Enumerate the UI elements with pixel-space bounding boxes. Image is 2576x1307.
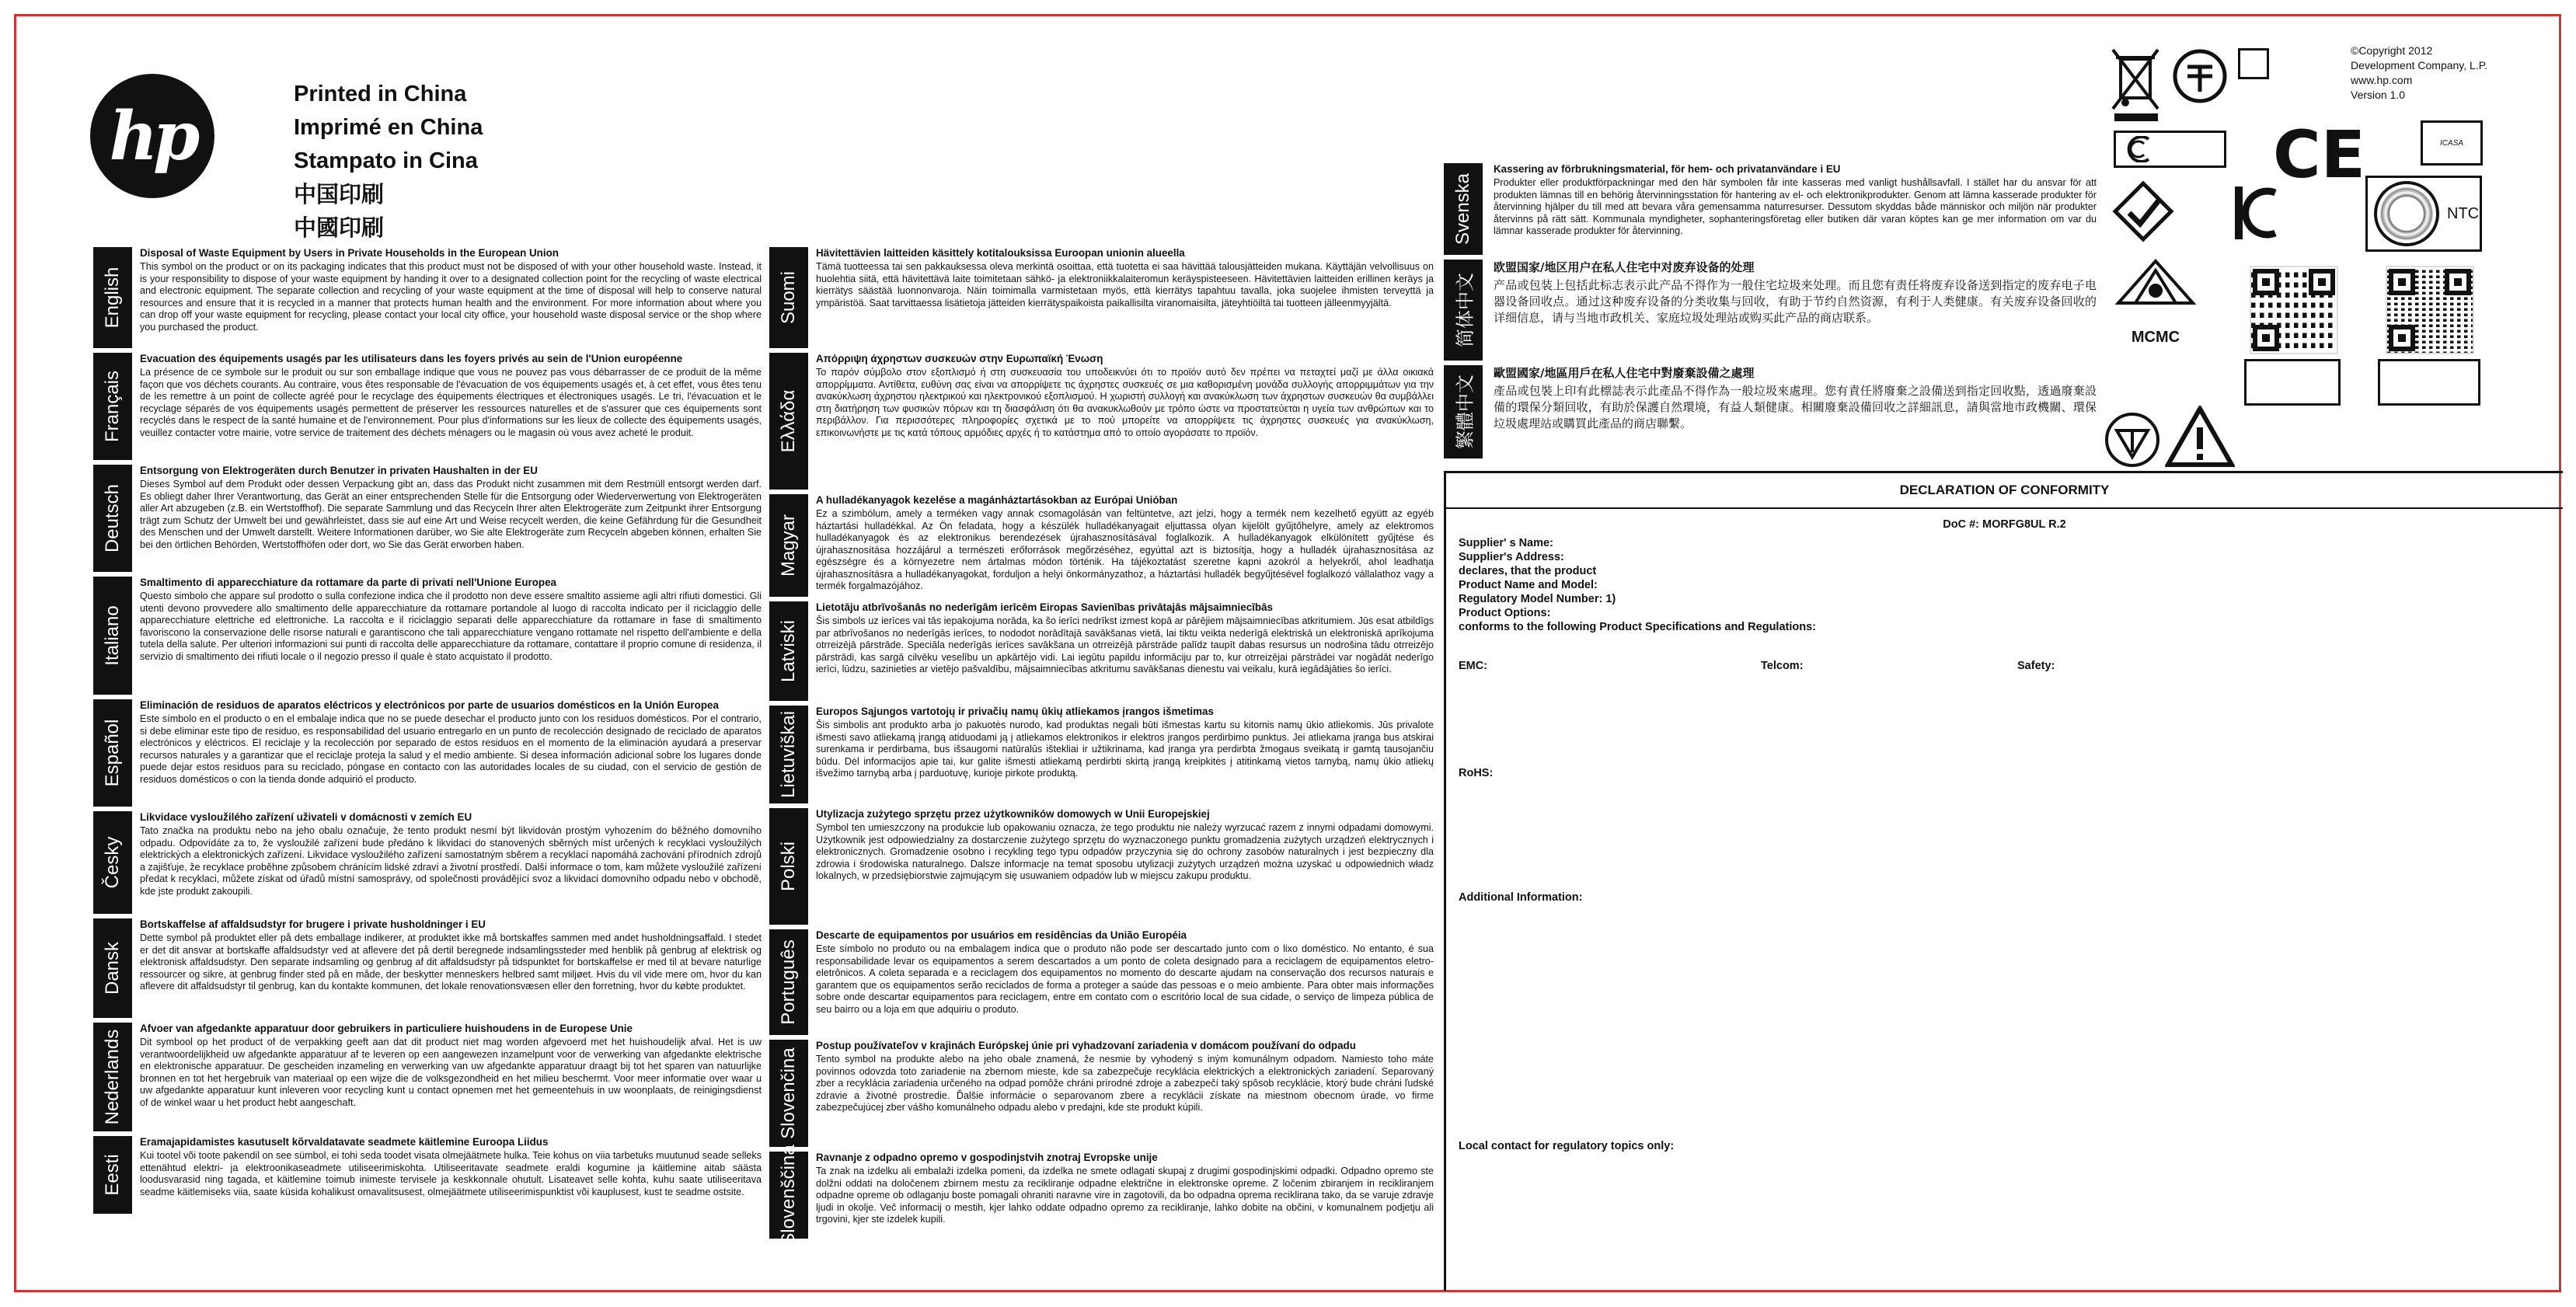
language-tab	[93, 699, 132, 807]
section-body	[816, 601, 1434, 676]
language-label: Português	[778, 939, 799, 1025]
section-body	[816, 706, 1434, 780]
disposal-section-7	[769, 1040, 1434, 1147]
disposal-section-1	[1444, 260, 2097, 361]
language-tab	[769, 706, 808, 803]
language-label: Ελλάδα	[778, 389, 799, 453]
disposal-section-4	[93, 699, 762, 807]
copyright-block	[2351, 44, 2487, 103]
language-tab	[769, 808, 808, 925]
printed-line: 中国印刷	[294, 181, 385, 207]
language-label: 繁體中文	[1454, 375, 1476, 449]
copyright-line: Version 1.0	[2351, 89, 2406, 101]
section-body	[816, 247, 1434, 309]
section-title: Eramajapidamistes kasutuselt kõrvaldatavate seadmete käitlemine Euroopa Liidus	[140, 1136, 549, 1148]
section-text: This symbol on the product or on its packaging indicates that this product must not be disposed of with your other household waste. Instead, it is your responsibility to dispose of your waste equipment by handing it over to a designated collection point for the recycling of waste electrical and electronic equipment. The separate collection and recycling of your waste equipment at the time of disposal will help to conserve natural resources and ensure that it is recycled in a manner that protects human health and the environment. For more information about where you can drop off your waste equipment for recycling, please contact your local city office, your household waste disposal service or the shop where you purchased the product.	[140, 261, 762, 333]
section-title: Entsorgung von Elektrogeräten durch Benutzer in privaten Haushalten in der EU	[140, 465, 538, 476]
ntc-seal-icon	[2374, 181, 2439, 246]
language-tab	[1444, 365, 1483, 458]
section-text: Dette symbol på produktet eller på dets emballage indikerer, at produktet ikke må bortskaffes sammen med andet husholdningsaffald. I stedet er det dit ansvar at bortskaffe affaldsudstyr ved at aflevere det på dertil beregnede indsamlingssteder med henblik på genbrug af elektrisk og elektronisk affaldsudstyr. Den separate indsamling og genbrug af dit affaldsudstyr på tidspunktet for bortskaffelse er med til at bevare naturlige ressourcer og sikre, at genbrug finder sted på en måde, der beskytter menneskers helbred samt miljøet. Hvis du vil vide mere om, hvor du kan aflevere dit affaldsudstyr til genbrug, kan du kontakte kommunen, det lokale renovationsvæsen eller den forretning, hvor du købte produktet.	[140, 932, 762, 992]
disposal-section-3	[93, 577, 762, 695]
kc-mark-icon	[2232, 183, 2286, 242]
section-text: Kui tootel või toote pakendil on see sümbol, ei tohi seda toodet visata olmejäätmete hulka. Teie kohus on viia tarbetuks muutunud seade selleks ettenähtud elektri- ja elektroonikaseadmete utiliseerimiskohta. Utiliseeritavate seadmete eraldi kogumine ja käitlemine aitab säästa loodusvarasid ning tagada, et käitlemine toimub inimeste tervisele ja keskkonnale ohutult. Lisateavet selle kohta, kuhu saate utiliseeritava seadme käitlemiseks viia, saate küsida kohalikust omavalitsusest, olmejäätmete utiliseerimispunktist või kauplusest, kust te seadme ostsite.	[140, 1150, 762, 1197]
language-label: Polski	[778, 841, 799, 892]
copyright-line: ©Copyright 2012	[2351, 44, 2433, 57]
language-tab	[1444, 163, 1483, 255]
section-body	[140, 918, 762, 993]
section-title: Evacuation des équipements usagés par les utilisateurs dans les foyers privés au sein de l'Union européenne	[140, 353, 683, 364]
section-body	[816, 494, 1434, 593]
language-tab	[769, 1040, 808, 1147]
ce-mark-icon: CE	[2273, 117, 2366, 193]
section-title: Postup používateľov v krajinách Európskej únie pri vyhadzovaní zariadenia v domácom používaní do odpadu	[816, 1040, 1356, 1051]
section-title: Hävitettävien laitteiden käsittely kotitalouksissa Euroopan unionin alueella	[816, 247, 1185, 259]
section-body	[140, 247, 762, 333]
language-label: Slovenščina	[778, 1145, 799, 1246]
doc-field: conforms to the following Product Specifications and Regulations:	[1459, 621, 1816, 633]
section-title: Utylizacja zużytego sprzętu przez użytkowników domowych w Unii Europejskiej	[816, 808, 1210, 820]
section-title: Bortskaffelse af affaldsudstyr for brugere i private husholdninger i EU	[140, 918, 486, 930]
printed-line: Imprimé en China	[294, 115, 483, 140]
language-label: Français	[102, 370, 123, 443]
section-title: Disposal of Waste Equipment by Users in Private Households in the European Union	[140, 247, 559, 259]
section-text: Produkter eller produktförpackningar med den här symbolen får inte kasseras med vanligt hushållsavfall. I stället har du ansvar för att produkten lämnas till en behörig återvinningsstation för hantering av el- och elektronikprodukter. Genom att lämna kasserade produkter för återvinning hjälper du till med att bevara våra gemensamma naturresurser. Dessutom skyddas både människor och miljön när produkter återvinns på rätt sätt. Kommunala myndigheter, sophanteringsföretag eller butiken där varan köptes kan ge mer information om var du lämnar kasserade produkter för återvinning.	[1494, 177, 2097, 236]
section-text: Dieses Symbol auf dem Produkt oder dessen Verpackung gibt an, dass das Produkt nicht zusammen mit dem Restmüll entsorgt werden darf. Es obliegt daher Ihrer Verantwortung, das Gerät an einer entsprechenden Stelle für die Entsorgung oder Wiederverwertung von Elektrogeräten aller Art abzugeben (z.B. ein Wertstoffhof). Die separate Sammlung und das Recyceln Ihrer alten Elektrogeräte zum Zeitpunkt ihrer Entsorgung trägt zum Schutz der Umwelt bei und gewährleistet, dass sie auf eine Art und Weise recycelt werden, die keine Gefährdung für die Gesundheit des Menschen und der Umwelt darstellt. Weitere Informationen darüber, wo Sie alte Elektrogeräte zum Recyceln abgeben können, erhalten Sie bei den örtlichen Behörden, Wertstoffhöfen oder dort, wo Sie das Gerät erworben haben.	[140, 479, 762, 550]
weee-bin-icon	[2110, 44, 2164, 121]
section-title: 欧盟国家/地区用户在私人住宅中对废弃设备的处理	[1494, 260, 1755, 274]
section-title: Descarte de equipamentos por usuários em residências da União Européia	[816, 929, 1187, 941]
section-body	[140, 811, 762, 897]
section-body	[140, 465, 762, 551]
section-text: Ta znak na izdelku ali embalaži izdelka pomeni, da izdelka ne smete odlagati skupaj z drugimi gospodinjskimi odpadki. Odpadno opremo ste dolžni oddati na določenem zbirnem mestu za recikliranje odpadne električne in elektronske opreme. Z ločenim zbiranjem in recikliranjem odpadne opreme ob odlaganju boste pomagali ohraniti naravne vire in zagotovili, da bo odpadna oprema reciklirana tako, da se varuje zdravje ljudi in okolje. Več informacij o mestih, kjer lahko oddate odpadno opremo za recikliranje, lahko dobite na občini, v komunalnem podjetju ali trgovini, kjer ste izdelek kupili.	[816, 1166, 1434, 1225]
local-contact-label: Local contact for regulatory topics only:	[1459, 1140, 1675, 1152]
disposal-section-1	[769, 353, 1434, 490]
section-text: La présence de ce symbole sur le produit ou sur son emballage indique que vous ne pouvez pas vous débarrasser de ce produit de la même façon que vos déchets courants. Au contraire, vous êtes responsable de l'évacuation de vos équipements usagés et, à cet effet, vous êtes tenu de les remettre à un point de collecte agréé pour le recyclage des équipements électriques et électroniques usagés. Le tri, l'évacuation et le recyclage séparés de vos équipements usagés permettent de préserver les ressources naturelles et de s'assurer que ces équipements sont recyclés dans le respect de la santé humaine et de l'environnement. Pour plus d'informations sur les lieux de collecte des équipements usagés, veuillez contacter votre mairie, votre service de traitement des déchets ménagers ou le magasin où vous avez acheté le produit.	[140, 367, 762, 438]
section-body	[816, 808, 1434, 883]
doc-field: Product Options:	[1459, 607, 1551, 619]
doc-number: DoC #: MORFG8UL R.2	[1943, 518, 2066, 531]
warning-icon	[2165, 406, 2235, 468]
rcm-mark-icon	[2112, 180, 2174, 242]
doc-field: Supplier's Address:	[1459, 551, 1564, 563]
language-label: Česky	[102, 836, 123, 889]
language-label: Svenska	[1452, 173, 1473, 246]
disposal-section-3	[769, 601, 1434, 701]
section-text: Šis simbols uz ierīces vai tās iepakojuma norāda, ka šo ierīci nedrīkst izmest kopā ar pārējiem mājsaimniecības atkritumiem. Jūs esat atbildīgs par atbrīvošanos no nederīgās ierīces, to nododot norādītajā savākšanas vietā, lai tiktu veikta nederīgā elektriskā un elektroniskā aprīkojuma otrreizējā pārstrāde. Speciāla nederīgās ierīces savākšana un otrreizējā pārstrāde palīdz taupīt dabas resursus un nodrošina tādu otrreizējo pārstrādi, kas sargā cilvēku veselību un apkārtējo vidi. Lai iegūtu papildu informāciju par to, kur otrreizējai pārstrādei var nogādāt nederīgo ierīci, lūdzu, sazinieties ar vietējo pašvaldību, mājsaimniecības atkritumu savākšanas dienestu vai veikalu, kurā iegādājāties šo ierīci.	[816, 615, 1434, 674]
language-label: English	[102, 267, 123, 329]
section-body	[816, 1040, 1434, 1114]
language-tab	[93, 353, 132, 460]
c-tick-box	[2114, 131, 2226, 168]
section-title: Eliminación de residuos de aparatos eléctricos y electrónicos por parte de usuarios domésticos en la Unión Europea	[140, 699, 719, 711]
doc-field: Product Name and Model:	[1459, 579, 1598, 591]
additional-info-label: Additional Information:	[1459, 891, 1583, 904]
disposal-section-5	[93, 811, 762, 914]
section-text: Symbol ten umieszczony na produkcie lub opakowaniu oznacza, że tego produktu nie należy wyrzucać razem z innymi odpadami domowymi. Użytkownik jest odpowiedzialny za dostarczenie zużytego sprzętu do wyznaczonego punktu gromadzenia zużytych urządzeń elektrycznych i elektronicznych. Gromadzenie osobno i recykling tego typu odpadów przyczynia się do ochrony zasobów naturalnych i jest bezpieczny dla zdrowia i środowiska naturalnego. Dalsze informacje na temat sposobu utylizacji zużytych urządzeń można uzyskać u odpowiednich władz lokalnych, w przedsiębiorstwie zajmującym się usuwaniem odpadów lub w miejscu zakupu produktu.	[816, 822, 1434, 881]
language-tab	[769, 1145, 808, 1246]
rohs-label: RoHS:	[1459, 767, 1494, 779]
language-tab	[93, 577, 132, 695]
language-tab	[769, 494, 808, 597]
doc-divider	[1446, 507, 2563, 509]
qr-code-2	[2386, 266, 2474, 354]
language-tab	[93, 465, 132, 572]
section-text: Ez a szimbólum, amely a terméken vagy annak csomagolásán van feltüntetve, azt jelzi, hogy a termék nem kezelhető együtt az egyéb háztartási hulladékkal. Az Ön feladata, hogy a készülék hulladékanyagait eljuttassa olyan kijelölt gyűjtőhelyre, amely az elektromos hulladékanyagok és az elektronikus berendezések újrahasznosításával foglalkozik. A hulladékanyagok elkülönített gyűjtése és újrahasznosítása hozzájárul a természeti erőforrások megőrzéséhez, egyúttal azt is biztosítja, hogy a hulladék újrahasznosítása az egészségre és a környezetre nem ártalmas módon történik. Ha tájékoztatást szeretne kapni azokról a helyekről, ahol leadhatja újrahasznosításra a hulladékanyagokat, forduljon a helyi önkormányzathoz, a háztartási hulladék begyűjtésével foglalkozó vállalathoz vagy a termék forgalmazójához.	[816, 508, 1434, 591]
qr-code-1	[2250, 266, 2338, 354]
mcmc-label: MCMC	[2131, 329, 2180, 346]
disposal-section-2	[93, 465, 762, 572]
section-title: A hulladékanyagok kezelése a magánháztartásokban az Európai Unióban	[816, 494, 1178, 506]
language-tab	[769, 929, 808, 1035]
language-tab	[769, 353, 808, 490]
blank-mark-box	[2378, 359, 2480, 406]
section-text: 产品或包装上包括此标志表示此产品不得作为一般住宅垃圾来处理。而且您有责任将废弃设备送到指定的废弃电子电器设备回收点。通过这种废弃设备的分类收集与回收，有助于节约自然资源，有利于人类健康。有关废弃设备回收的详细信息，请与当地市政机关、家庭垃圾处理站或购买此产品的商店联系。	[1494, 278, 2097, 325]
disposal-section-8	[769, 1145, 1434, 1246]
recycle-cert-icon	[2172, 48, 2228, 104]
left-column	[93, 247, 762, 1218]
printed-in-block	[294, 78, 483, 245]
section-title: Europos Sąjungos vartotojų ir privačių namų ūkių atliekamos įrangos išmetimas	[816, 706, 1214, 717]
language-label: Lietuviškai	[778, 710, 799, 799]
section-body	[1494, 163, 2097, 238]
printed-line: 中國印刷	[294, 214, 385, 241]
disposal-section-2	[769, 494, 1434, 597]
language-label: Magyar	[778, 514, 799, 577]
copyright-line: www.hp.com	[2351, 74, 2413, 86]
disposal-section-7	[93, 1023, 762, 1131]
language-label: Latviski	[778, 619, 799, 683]
disposal-section-6	[769, 929, 1434, 1035]
ntc-label: NTC	[2447, 204, 2480, 222]
language-label: Eesti	[102, 1154, 123, 1196]
language-tab	[769, 247, 808, 348]
section-title: Ravnanje z odpadno opremo v gospodinjstvih znotraj Evropske unije	[816, 1152, 1158, 1163]
language-tab	[93, 918, 132, 1018]
section-title: Απόρριψη άχρηστων συσκευών στην Ευρωπαϊκή Ένωση	[816, 353, 1103, 364]
doc-field: Regulatory Model Number: 1)	[1459, 593, 1616, 605]
blank-mark-box	[2244, 359, 2341, 406]
section-title: Afvoer van afgedankte apparatuur door gebruikers in particuliere huishoudens in de Europese Unie	[140, 1023, 633, 1034]
disposal-section-8	[93, 1136, 762, 1214]
language-label: Suomi	[778, 270, 799, 325]
blank-mark-box	[2238, 48, 2269, 79]
doc-field: declares, that the product	[1459, 565, 1597, 577]
printed-line: Printed in China	[294, 82, 467, 106]
disposal-section-1	[93, 353, 762, 460]
disposal-section-0	[769, 247, 1434, 348]
section-title: Lietotāju atbrīvošanās no nederīgām ierīcēm Eiropas Savienības privātajās mājsaimniecībās	[816, 601, 1273, 613]
right-column	[1444, 163, 2097, 463]
language-label: 简体中文	[1454, 273, 1476, 347]
telecom-label: Telcom:	[1761, 660, 1804, 672]
icasa-label: ICASA	[2439, 138, 2463, 148]
section-text: Este símbolo en el producto o en el embalaje indica que no se puede desechar el producto junto con los residuos domésticos. Por el contrario, si debe eliminar este tipo de residuo, es responsabilidad del usuario entregarlo en un punto de recolección designado de reciclado de aparatos electrónicos y eléctricos. El reciclaje y la recolección por separado de estos residuos en el momento de la eliminación ayudará a preservar recursos naturales y a garantizar que el reciclaje proteja la salud y el medio ambiente. Si desea información adicional sobre los lugares donde puede dejar estos residuos para su reciclado, póngase en contacto con las autoridades locales de su ciudad, con el servicio de gestión de residuos domésticos o con la tienda donde adquirió el producto.	[140, 713, 762, 785]
section-text: Questo simbolo che appare sul prodotto o sulla confezione indica che il prodotto non deve essere smaltito assieme agli altri rifiuti domestici. Gli utenti devono provvedere allo smaltimento delle apparecchiature da rottamare portandole al luogo di raccolta indicato per il riciclaggio delle apparecchiature elettriche ed elettroniche. La raccolta e il riciclaggio separati delle apparecchiature da rottamare in fase di smaltimento favoriscono la conservazione delle risorse naturali e garantiscono che tali apparecchiature vengano rottamate nel rispetto dell'ambiente e della tutela della salute. Per ulteriori informazioni sui punti di raccolta delle apparecchiature da rottamare, contattare il proprio comune di residenza, il servizio di smaltimento dei rifiuti locale o il negozio presso il quale è stato acquistato il prodotto.	[140, 591, 762, 662]
section-body	[1494, 365, 2097, 432]
section-body	[816, 353, 1434, 439]
section-body	[1494, 260, 2097, 326]
language-label: Slovenčina	[778, 1047, 799, 1139]
triangle-marker-icon	[2104, 412, 2160, 468]
section-body	[140, 577, 762, 663]
doc-title: DECLARATION OF CONFORMITY	[1899, 483, 2110, 497]
section-body	[816, 1152, 1434, 1226]
middle-column	[769, 247, 1434, 1246]
declaration-panel	[1444, 471, 2563, 1291]
section-body	[140, 1136, 762, 1198]
section-body	[816, 929, 1434, 1016]
language-tab	[93, 1023, 132, 1131]
language-label: Dansk	[102, 941, 123, 995]
language-tab	[93, 1136, 132, 1214]
mcmc-mark-icon	[2112, 258, 2199, 346]
section-title: Smaltimento di apparecchiature da rottamare da parte di privati nell'Unione Europea	[140, 577, 556, 588]
section-text: Tento symbol na produkte alebo na jeho obale znamená, že nesmie by vyhodený s iným komunálnym odpadom. Namiesto toho máte povinnos odovzda toto zariadenie na zbernom mieste, kde sa zabezpečuje recyklácia elektrických a elektronických zariadení. Separovaný zber a recyklácia zariadenia určeného na odpad pomôže chráni prírodné zdroje a zabezpečí taký spôsob recyklácie, ktorý bude chráni ľudské zdravie a životné prostredie. Ďalšie informácie o separovanom zbere a recyklácii získate na miestnom obecnom úrade, vo firme zabezpečujúcej zber vášho komunálneho odpadu alebo v predajni, kde ste produkt kúpili.	[816, 1054, 1434, 1113]
language-label: Nederlands	[102, 1029, 123, 1125]
language-label: Italiano	[102, 605, 123, 666]
language-tab	[93, 811, 132, 914]
safety-label: Safety:	[2017, 660, 2055, 672]
section-text: Tato značka na produktu nebo na jeho obalu označuje, že tento produkt nesmí být likvidován prostým vyhozením do běžného domovního odpadu. Odpovídáte za to, že vysloužilé zařízení bude předáno k likvidaci do stanovených sběrných míst určených k recyklaci vysloužilých elektrických a elektronických zařízení. Likvidace vysloužilého zařízení samostatným sběrem a recyklací napomáhá zachování přírodních zdrojů a zajišťuje, že recyklace proběhne způsobem chránícím lidské zdraví a životní prostředí. Další informace o tom, kam můžete vysloužilé zařízení předat k recyklaci, můžete získat od úřadů místní samosprávy, od společnosti provádějící svoz a likvidaci domovního odpadu nebo v obchodě, kde jste produkt zakoupili.	[140, 825, 762, 897]
ntc-box	[2365, 176, 2482, 252]
disposal-section-6	[93, 918, 762, 1018]
icasa-box	[2421, 120, 2483, 166]
section-title: Likvidace vysloužilého zařízení uživateli v domácnosti v zemích EU	[140, 811, 472, 823]
doc-field: Supplier' s Name:	[1459, 537, 1553, 549]
printed-line: Stampato in Cina	[294, 148, 478, 173]
section-title: 歐盟國家/地區用戶在私人住宅中對廢棄設備之處理	[1494, 366, 1755, 380]
section-text: Este símbolo no produto ou na embalagem indica que o produto não pode ser descartado junto com o lixo doméstico. No entanto, é sua responsabilidade levar os equipamentos a serem descartados a um ponto de coleta designado para a reciclagem de equipamentos eletro-eletrônicos. A coleta separada e a reciclagem dos equipamentos no momento do descarte ajudam na conservação dos recursos naturais e garantem que os equipamentos serão reciclados de forma a proteger a saúde das pessoas e o meio ambiente. Para obter mais informações sobre onde descartar equipamentos para reciclagem, entre em contato com o escritório local de sua cidade, o serviço de limpeza pública de seu bairro ou a loja em que adquiriu o produto.	[816, 943, 1434, 1015]
section-body	[140, 1023, 762, 1109]
section-text: Το παρόν σύμβολο στον εξοπλισμό ή στη συσκευασία του υποδεικνύει ότι το προϊόν αυτό δεν πρέπει να πεταχτεί μαζί με άλλα οικιακά απορρίμματα. Αντίθετα, ευθύνη σας είναι να απορρίψετε τις άχρηστες συσκευές σε μια καθορισμένη μονάδα συλλογής απορριμμάτων για την ανακύκλωση άχρηστου ηλεκτρικού και ηλεκτρονικού εξοπλισμού. Η χωριστή συλλογή και ανακύκλωση των άχρηστων συσκευών θα συμβάλλει στη διατήρηση των φυσικών πόρων και τη διασφάλιση ότι θα ανακυκλωθούν με τρόπο ώστε να προστατεύεται η υγεία των ανθρώπων και το περιβάλλον. Για περισσότερες πληροφορίες σχετικά με το πού μπορείτε να απορρίψετε τις άχρηστες συσκευές για ανακύκλωση, επικοινωνήστε με τις κατά τόπους αρμόδιες αρχές ή το κατάστημα από το οποίο αγοράσατε το προϊόν.	[816, 367, 1434, 438]
disposal-section-2	[1444, 365, 2097, 458]
section-text: 產品或包裝上印有此標誌表示此產品不得作為一般垃圾來處理。您有責任將廢棄之設備送到指定回收點，透過廢棄設備的環保分類回收，有助於保護自然環境，有益人類健康。相關廢棄設備回收之詳細訊息，請與當地市政機關、環保垃圾處理站或購買此產品的商店聯繫。	[1494, 384, 2097, 430]
language-label: Español	[102, 719, 123, 787]
language-label: Deutsch	[102, 483, 123, 553]
logo-text: hp	[109, 96, 196, 176]
section-text: Tämä tuotteessa tai sen pakkauksessa oleva merkintä osoittaa, että tuotetta ei saa hävittää talousjätteiden mukana. Käyttäjän velvollisuus on huolehtia siitä, että hävitettävä laite toimitetaan sähkö- ja elektroniikkalaiteromun keräyspisteeseen. Hävitettävien laitteiden erillinen keräys ja kierrätys säästää luonnonvaroja. Näin toimimalla varmistetaan myös, että kierrätys tapahtuu tavalla, joka suojelee ihmisten terveyttä ja ympäristöä. Saat tarvittaessa lisätietoja jätteiden kierrätyspaikoista paikallisilta viranomaisilta, jäteyhtiöiltä tai tuotteen jälleenmyyjältä.	[816, 261, 1434, 308]
hp-logo	[90, 74, 214, 198]
disposal-section-5	[769, 808, 1434, 925]
section-body	[140, 353, 762, 439]
language-tab	[93, 247, 132, 348]
section-body	[140, 699, 762, 786]
section-text: Dit symbool op het product of de verpakking geeft aan dat dit product niet mag worden afgevoerd met het huishoudelijk afval. Het is uw verantwoordelijkheid uw afgedankte apparatuur af te leveren op een aangewezen inzamelpunt voor de verwerking van afgedankte elektrische en elektronische apparatuur. De gescheiden inzameling en verwerking van uw afgedankte apparatuur draagt bij tot het sparen van natuurlijke bronnen en tot het hergebruik van materiaal op een wijze die de volksgezondheid en het milieu beschermt. Voor meer informatie over waar u uw afgedankte apparatuur kunt inleveren voor recycling kunt u contact opnemen met het gemeentehuis in uw woonplaats, de reinigingsdienst of de winkel waar u het product hebt aangeschaft.	[140, 1037, 762, 1108]
disposal-section-0	[93, 247, 762, 348]
disposal-section-0	[1444, 163, 2097, 255]
copyright-line: Development Company, L.P.	[2351, 59, 2488, 71]
language-tab	[769, 601, 808, 701]
language-tab	[1444, 260, 1483, 361]
emc-label: EMC:	[1459, 660, 1488, 672]
section-title: Kassering av förbrukningsmaterial, för hem- och privatanvändare i EU	[1494, 163, 1841, 175]
disposal-section-4	[769, 706, 1434, 803]
section-text: Šis simbolis ant produkto arba jo pakuotės nurodo, kad produktas negali būti išmestas kartu su kitomis namų ūkio atliekomis. Jūs privalote išmesti savo atliekamą įrangą atiduodami ją į atliekamos elektronikos ir elektros įrangos perdirbimo punktus. Jei atliekama įranga bus atskirai surenkama ir perdirbama, bus išsaugomi natūralūs ištekliai ir užtikrinama, kad įranga yra perdirbta žmogaus sveikatą ir gamtą tausojančiu būdu. Dėl informacijos apie tai, kur galite išmesti atliekamą perdirbti skirtą įrangą kreipkitės į atitinkamą vietos tarnybą, namų ūkio atliekų išvežimo tarnybą arba į parduotuvę, kurioje pirkote produktą.	[816, 720, 1434, 779]
